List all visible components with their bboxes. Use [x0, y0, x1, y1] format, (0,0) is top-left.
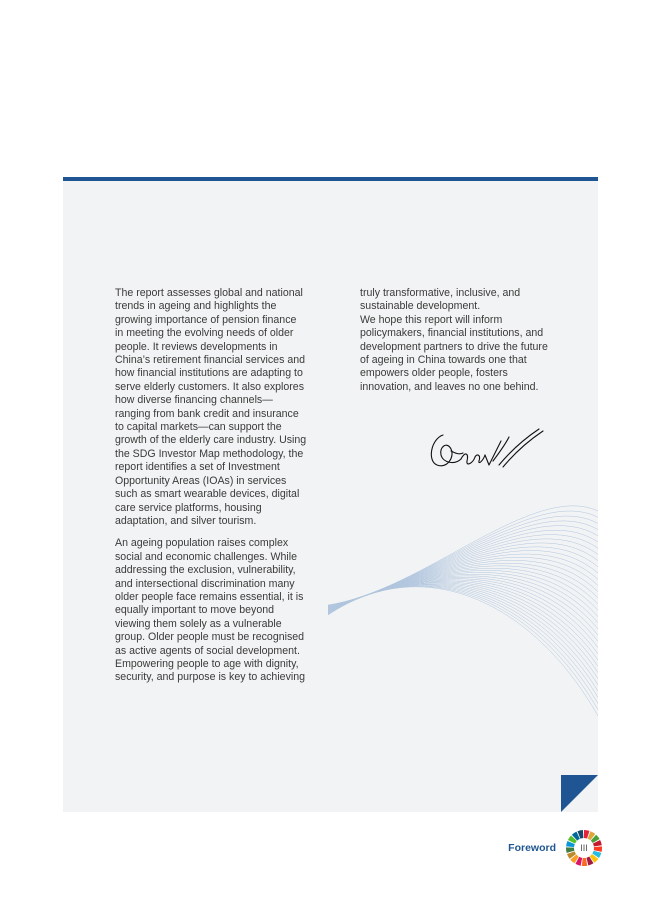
paragraph-3: truly transformative, inclusive, and sustainable development. — [360, 287, 521, 313]
foreword-panel — [63, 177, 598, 812]
paragraph-1: The report assesses global and national trends in ageing and highlights the growing importance of pension finance in meeting the evolving needs of older people. It reviews developments in China’s retirement financial services and how financial institutions are adapting to serve elderly customers. It also explores how diverse financing channels—ranging from bank credit and insurance to capital markets—can support the growth of the elderly care industry. Using the SDG Investor Map methodology, the report identifies a set of Investment Opportunity Areas (IOAs) in services such as smart wearable devices, digital care service platforms, housing adaptation, and silver tourism. — [115, 287, 307, 527]
paragraph-2: An ageing population raises complex social and economic challenges. While addressing the exclusion, vulnerability, and intersectional discrimination many older people face remains essential, it is equally important to move beyond viewing them solely as a vulnerable group. Older people must be recognised as active agents of social development. Empowering people to age with dignity, security, and purpose is key to achieving — [115, 537, 306, 684]
corner-triangle — [63, 181, 598, 812]
page-number: III — [580, 843, 588, 853]
section-label: Foreword — [508, 842, 556, 854]
paragraph-4: We hope this report will inform policymakers, financial institutions, and development partners to drive the future of ageing in China towards one that empowers older people, fosters innovation, and leaves no one behind. — [360, 313, 548, 393]
